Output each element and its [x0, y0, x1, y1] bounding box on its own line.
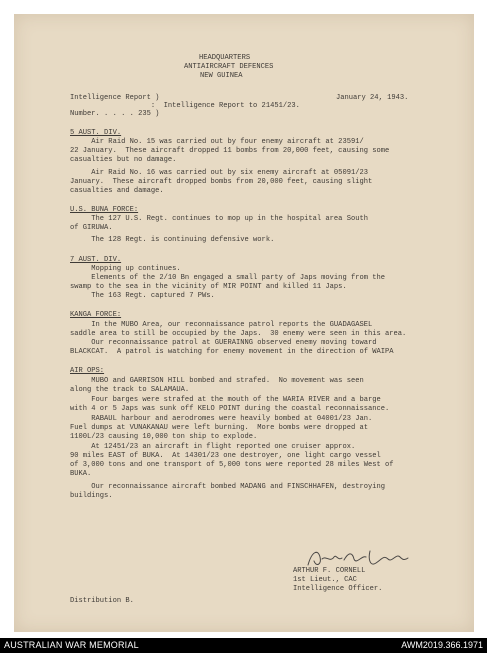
- archive-name: AUSTRALIAN WAR MEMORIAL: [4, 640, 139, 650]
- text-line: Elements of the 2/10 Bn engaged a small party of Japs moving from the: [70, 274, 386, 282]
- text-line: buildings.: [70, 492, 113, 500]
- text-line: Mopping up continues.: [70, 265, 181, 273]
- text-line: The 127 U.S. Regt. continues to mop up in the hospital area South: [70, 215, 368, 223]
- text-line: of GIRUWA.: [70, 224, 113, 232]
- report-label: Intelligence Report ): [70, 94, 160, 102]
- text-line: casualties but no damage.: [70, 156, 177, 164]
- archive-footer-bar: [0, 638, 487, 653]
- report-number: Number. . . . . 235 ): [70, 110, 160, 118]
- text-line: 1100L/23 causing 10,000 ton ship to explode.: [70, 433, 258, 441]
- text-line: Air Raid No. 15 was carried out by four enemy aircraft at 23591/: [70, 138, 364, 146]
- text-line: Air Raid No. 16 was carried out by six enemy aircraft at 05091/23: [70, 169, 368, 177]
- report-reference: : Intelligence Report to 21451/23.: [70, 102, 300, 110]
- text-line: 90 miles EAST of BUKA. At 14301/23 one destroyer, one light cargo vessel: [70, 452, 381, 460]
- text-line: RABAUL harbour and aerodromes were heavily bombed at 04001/23 Jan.: [70, 415, 373, 423]
- text-line: casualties and damage.: [70, 187, 164, 195]
- header-line-2: ANTIAIRCRAFT DEFENCES: [184, 63, 274, 71]
- typed-report: [14, 14, 474, 632]
- text-line: The 128 Regt. is continuing defensive work.: [70, 236, 275, 244]
- text-line: Our reconnaissance patrol at GUERAINNG observed enemy moving toward: [70, 339, 377, 347]
- report-date: January 24, 1943.: [336, 94, 409, 102]
- section-heading: AIR OPS:: [70, 367, 105, 375]
- text-line: Four barges were strafed at the mouth of the WARIA RIVER and a barge: [70, 396, 381, 404]
- text-line: BLACKCAT. A patrol is watching for enemy movement in the direction of WAIPA: [70, 348, 394, 356]
- text-line: Fuel dumps at VUNAKANAU were left burning. More bombs were dropped at: [70, 424, 368, 432]
- text-line: saddle area to still be occupied by the Japs. 30 enemy were seen in this area.: [70, 330, 407, 338]
- text-line: MUBO and GARRISON HILL bombed and strafed. No movement was seen: [70, 377, 364, 385]
- archive-reference: AWM2019.366.1971: [401, 640, 483, 650]
- text-line: 22 January. These aircraft dropped 11 bombs from 20,000 feet, causing some: [70, 147, 390, 155]
- section-heading: U.S. BUNA FORCE:: [70, 206, 139, 214]
- text-line: of 3,000 tons and one transport of 5,000 tons were reported 28 miles West of: [70, 461, 394, 469]
- distribution-note: Distribution B.: [70, 597, 134, 605]
- text-line: In the MUBO Area, our reconnaissance patrol reports the GUADAGASEL: [70, 321, 373, 329]
- section-heading: 5 AUST. DIV.: [70, 129, 122, 137]
- text-line: along the track to SALAMAUA.: [70, 386, 190, 394]
- text-line: January. These aircraft dropped bombs from 20,000 feet, causing slight: [70, 178, 373, 186]
- text-line: BUKA.: [70, 470, 92, 478]
- text-line: swamp to the sea in the vicinity of MIR POINT and killed 11 Japs.: [70, 283, 347, 291]
- signatory-title: Intelligence Officer.: [293, 585, 383, 593]
- section-heading: 7 AUST. DIV.: [70, 256, 122, 264]
- header-line-3: NEW GUINEA: [200, 72, 243, 80]
- header-line-1: HEADQUARTERS: [199, 54, 251, 62]
- text-line: with 4 or 5 Japs was sunk off KELO POINT during the coastal reconnaissance.: [70, 405, 390, 413]
- document-page: [14, 14, 474, 632]
- text-line: Our reconnaissance aircraft bombed MADANG and FINSCHHAFEN, destroying: [70, 483, 386, 491]
- signatory-name: ARTHUR F. CORNELL: [293, 567, 366, 575]
- text-line: At 12451/23 an aircraft in flight reported one cruiser approx.: [70, 443, 356, 451]
- signatory-rank: 1st Lieut., CAC: [293, 576, 357, 584]
- section-heading: KANGA FORCE:: [70, 311, 122, 319]
- text-line: The 163 Regt. captured 7 PWs.: [70, 292, 215, 300]
